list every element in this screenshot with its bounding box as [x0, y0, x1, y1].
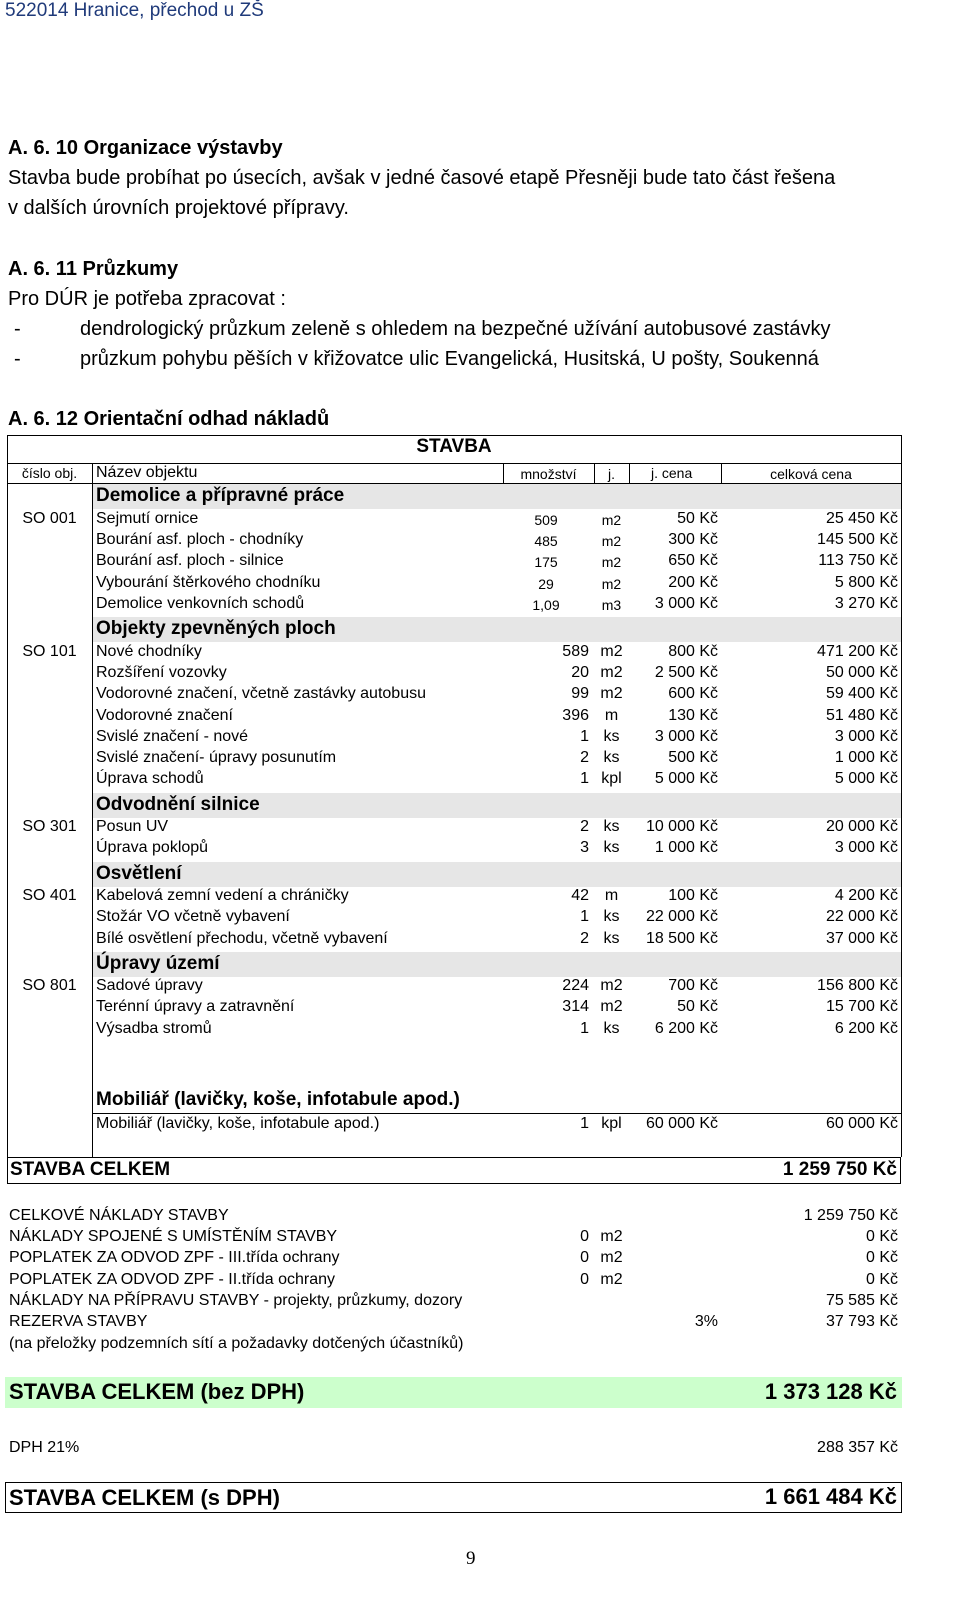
list-dash: - [14, 348, 21, 370]
item-quantity: 485 [534, 533, 558, 549]
item-unit-price: 600 Kč [668, 685, 718, 702]
item-unit-price: 5 000 Kč [654, 770, 718, 787]
item-unit: m2 [601, 554, 622, 570]
item-unit: kpl [601, 1115, 622, 1132]
item-total-price: 3 270 Kč [834, 595, 898, 612]
item-quantity: 589 [562, 643, 589, 660]
item-unit-price: 3 000 Kč [654, 595, 718, 612]
section-title: Osvětlení [96, 863, 182, 884]
item-unit-price: 130 Kč [668, 707, 718, 724]
item-name: Demolice venkovních schodů [96, 595, 305, 612]
header-col-divider [92, 463, 93, 483]
total-with-vat-label: STAVBA CELKEM (s DPH) [9, 1485, 280, 1510]
summary-value: 0 Kč [865, 1249, 898, 1266]
item-name: Sejmutí ornice [96, 510, 199, 527]
item-unit: m2 [600, 685, 623, 702]
item-name: Terénní úpravy a zatravnění [96, 998, 295, 1015]
item-name: Nové chodníky [96, 643, 202, 660]
item-total-price: 22 000 Kč [825, 908, 898, 925]
item-total-price: 156 800 Kč [817, 977, 898, 994]
item-unit: m3 [601, 597, 622, 613]
item-total-price: 3 000 Kč [834, 728, 898, 745]
item-quantity: 1 [580, 728, 589, 745]
item-unit: ks [603, 839, 620, 856]
document-header: 522014 Hranice, přechod u ZŠ [5, 0, 264, 21]
paragraph-line: v dalších úrovních projektové přípravy. [8, 197, 349, 219]
section-heading-612: A. 6. 12 Orientační odhad nákladů [8, 408, 330, 430]
item-unit-price: 22 000 Kč [645, 908, 718, 925]
item-unit: ks [603, 908, 620, 925]
item-quantity: 2 [580, 818, 589, 835]
section-title: Odvodnění silnice [96, 794, 260, 815]
section-title: Objekty zpevněných ploch [96, 618, 336, 639]
table-title: STAVBA [416, 436, 492, 457]
total-label: STAVBA CELKEM [10, 1159, 171, 1180]
summary-quantity: 0 [580, 1271, 589, 1288]
item-quantity: 224 [562, 977, 589, 994]
item-unit-price: 100 Kč [668, 887, 718, 904]
item-total-price: 6 200 Kč [834, 1020, 898, 1037]
table-border-right [901, 435, 902, 1157]
item-total-price: 59 400 Kč [825, 685, 898, 702]
summary-unit: m2 [600, 1249, 623, 1266]
item-unit: m2 [600, 977, 623, 994]
section-title: Úpravy území [96, 953, 220, 974]
item-total-price: 15 700 Kč [825, 998, 898, 1015]
list-dash: - [14, 318, 21, 340]
item-name: Kabelová zemní vedení a chráničky [96, 887, 349, 904]
paragraph-line: Pro DÚR je potřeba zpracovat : [8, 288, 286, 310]
item-total-price: 4 200 Kč [834, 887, 898, 904]
section-title: Demolice a přípravné práce [96, 485, 345, 506]
item-name: Stožár VO včetně vybavení [96, 908, 290, 925]
item-total-price: 51 480 Kč [825, 707, 898, 724]
vat-label: DPH 21% [9, 1439, 80, 1456]
item-unit: ks [603, 1020, 620, 1037]
item-quantity: 2 [580, 749, 589, 766]
item-unit-price: 50 Kč [677, 998, 718, 1015]
summary-label: CELKOVÉ NÁKLADY STAVBY [9, 1207, 229, 1224]
section-band [93, 862, 901, 887]
item-unit-price: 2 500 Kč [654, 664, 718, 681]
item-unit: m2 [601, 512, 622, 528]
item-name: Mobiliář (lavičky, koše, infotabule apod.) [96, 1115, 380, 1132]
item-name: Úprava schodů [96, 770, 204, 787]
item-name: Svislé značení- úpravy posunutím [96, 749, 337, 766]
col-header-number: číslo obj. [21, 465, 78, 481]
item-unit-price: 200 Kč [668, 574, 718, 591]
summary-value: 75 585 Kč [825, 1292, 898, 1309]
item-quantity: 29 [538, 576, 554, 592]
item-total-price: 60 000 Kč [825, 1115, 898, 1132]
item-unit: ks [603, 818, 620, 835]
item-unit: ks [603, 728, 620, 745]
item-name: Sadové úpravy [96, 977, 203, 994]
item-unit: m [604, 887, 619, 904]
summary-label: POPLATEK ZA ODVOD ZPF - III.třída ochrany [9, 1249, 340, 1266]
item-total-price: 1 000 Kč [834, 749, 898, 766]
item-unit: ks [603, 749, 620, 766]
item-quantity: 1 [580, 1115, 589, 1132]
summary-value: 1 259 750 Kč [803, 1207, 898, 1224]
item-unit: kpl [601, 770, 622, 787]
summary-percent: 3% [694, 1313, 718, 1330]
summary-label: NÁKLADY NA PŘÍPRAVU STAVBY - projekty, průzkumy, dozory [9, 1292, 463, 1309]
item-name: Vybourání štěrkového chodníku [96, 574, 321, 591]
item-name: Bílé osvětlení přechodu, včetně vybavení [96, 930, 388, 947]
total-value: 1 259 750 Kč [782, 1159, 897, 1180]
item-total-price: 5 800 Kč [834, 574, 898, 591]
total-no-vat-value: 1 373 128 Kč [764, 1379, 897, 1404]
summary-label: REZERVA STAVBY [9, 1313, 148, 1330]
item-unit: m2 [601, 576, 622, 592]
item-unit-price: 650 Kč [668, 552, 718, 569]
item-name: Vodorovné značení [96, 707, 233, 724]
page-number: 9 [466, 1548, 476, 1569]
list-item: průzkum pohybu pěších v křižovatce ulic Evangelická, Husitská, U pošty, Soukenná [80, 348, 819, 370]
col-header-unit-price: j. cena [651, 465, 693, 481]
item-unit-price: 1 000 Kč [654, 839, 718, 856]
item-unit: m2 [600, 998, 623, 1015]
table-border-left [7, 435, 8, 1157]
mobiliar-divider [92, 1113, 901, 1114]
summary-unit: m2 [600, 1228, 623, 1245]
item-quantity: 3 [580, 839, 589, 856]
total-with-vat-value: 1 661 484 Kč [764, 1484, 897, 1509]
item-unit-price: 10 000 Kč [645, 818, 718, 835]
item-unit-price: 3 000 Kč [654, 728, 718, 745]
item-quantity: 1 [580, 908, 589, 925]
section-heading-610: A. 6. 10 Organizace výstavby [8, 137, 283, 159]
item-name: Posun UV [96, 818, 169, 835]
summary-value: 37 793 Kč [825, 1313, 898, 1330]
summary-label: (na přeložky podzemních sítí a požadavky dotčených účastníků) [9, 1335, 464, 1352]
item-unit: m2 [600, 643, 623, 660]
col-header-name: Název objektu [96, 464, 198, 481]
summary-value: 0 Kč [865, 1228, 898, 1245]
object-code: SO 801 [22, 977, 77, 994]
vat-value: 288 357 Kč [817, 1439, 898, 1456]
item-total-price: 113 750 Kč [818, 552, 898, 569]
col-header-quantity: množství [520, 466, 577, 482]
col-header-total-price: celková cena [770, 466, 852, 482]
total-no-vat-label: STAVBA CELKEM (bez DPH) [9, 1379, 305, 1404]
item-unit: m2 [600, 664, 623, 681]
item-unit-price: 700 Kč [668, 977, 718, 994]
summary-quantity: 0 [580, 1228, 589, 1245]
object-code: SO 301 [22, 818, 77, 835]
item-name: Svislé značení - nové [96, 728, 249, 745]
item-total-price: 145 500 Kč [817, 531, 898, 548]
item-unit-price: 50 Kč [677, 510, 718, 527]
item-name: Úprava poklopů [96, 839, 209, 856]
item-unit-price: 500 Kč [668, 749, 718, 766]
col-header-unit: j. [608, 466, 615, 482]
item-unit: m [604, 707, 619, 724]
item-unit: ks [603, 930, 620, 947]
item-name: Bourání asf. ploch - silnice [96, 552, 284, 569]
list-item: dendrologický průzkum zeleně s ohledem na bezpečné užívání autobusové zastávky [80, 318, 831, 340]
summary-value: 0 Kč [865, 1271, 898, 1288]
item-total-price: 25 450 Kč [825, 510, 898, 527]
item-unit-price: 60 000 Kč [645, 1115, 718, 1132]
object-code: SO 401 [22, 887, 77, 904]
item-unit: m2 [601, 533, 622, 549]
item-name: Bourání asf. ploch - chodníky [96, 531, 304, 548]
item-unit-price: 800 Kč [668, 643, 718, 660]
item-total-price: 5 000 Kč [834, 770, 898, 787]
item-total-price: 37 000 Kč [825, 930, 898, 947]
object-code: SO 001 [22, 510, 77, 527]
header-col-divider [629, 463, 630, 483]
item-total-price: 471 200 Kč [817, 643, 898, 660]
item-quantity: 1 [580, 770, 589, 787]
section-title: Mobiliář (lavičky, koše, infotabule apod.) [96, 1089, 460, 1110]
summary-quantity: 0 [580, 1249, 589, 1266]
item-unit-price: 18 500 Kč [645, 930, 718, 947]
item-total-price: 3 000 Kč [834, 839, 898, 856]
item-quantity: 1 [580, 1020, 589, 1037]
summary-label: NÁKLADY SPOJENÉ S UMÍSTĚNÍM STAVBY [9, 1228, 338, 1245]
section-heading-611: A. 6. 11 Průzkumy [8, 258, 179, 280]
object-code: SO 101 [22, 643, 77, 660]
item-unit-price: 6 200 Kč [654, 1020, 718, 1037]
paragraph-line: Stavba bude probíhat po úsecích, avšak v jedné časové etapě Přesněji bude tato část řešena [8, 167, 836, 189]
item-name: Výsadba stromů [96, 1020, 212, 1037]
item-quantity: 2 [580, 930, 589, 947]
name-col-divider [92, 483, 93, 1157]
item-quantity: 509 [534, 512, 558, 528]
item-quantity: 20 [571, 664, 589, 681]
item-total-price: 20 000 Kč [825, 818, 898, 835]
item-quantity: 175 [534, 554, 558, 570]
item-quantity: 42 [571, 887, 589, 904]
summary-label: POPLATEK ZA ODVOD ZPF - II.třída ochrany [9, 1271, 336, 1288]
item-quantity: 1,09 [532, 597, 560, 613]
item-quantity: 396 [562, 707, 589, 724]
item-name: Vodorovné značení, včetně zastávky autobusu [96, 685, 426, 702]
item-quantity: 314 [562, 998, 589, 1015]
summary-unit: m2 [600, 1271, 623, 1288]
item-quantity: 99 [571, 685, 589, 702]
item-name: Rozšíření vozovky [96, 664, 227, 681]
item-unit-price: 300 Kč [668, 531, 718, 548]
item-total-price: 50 000 Kč [825, 664, 898, 681]
